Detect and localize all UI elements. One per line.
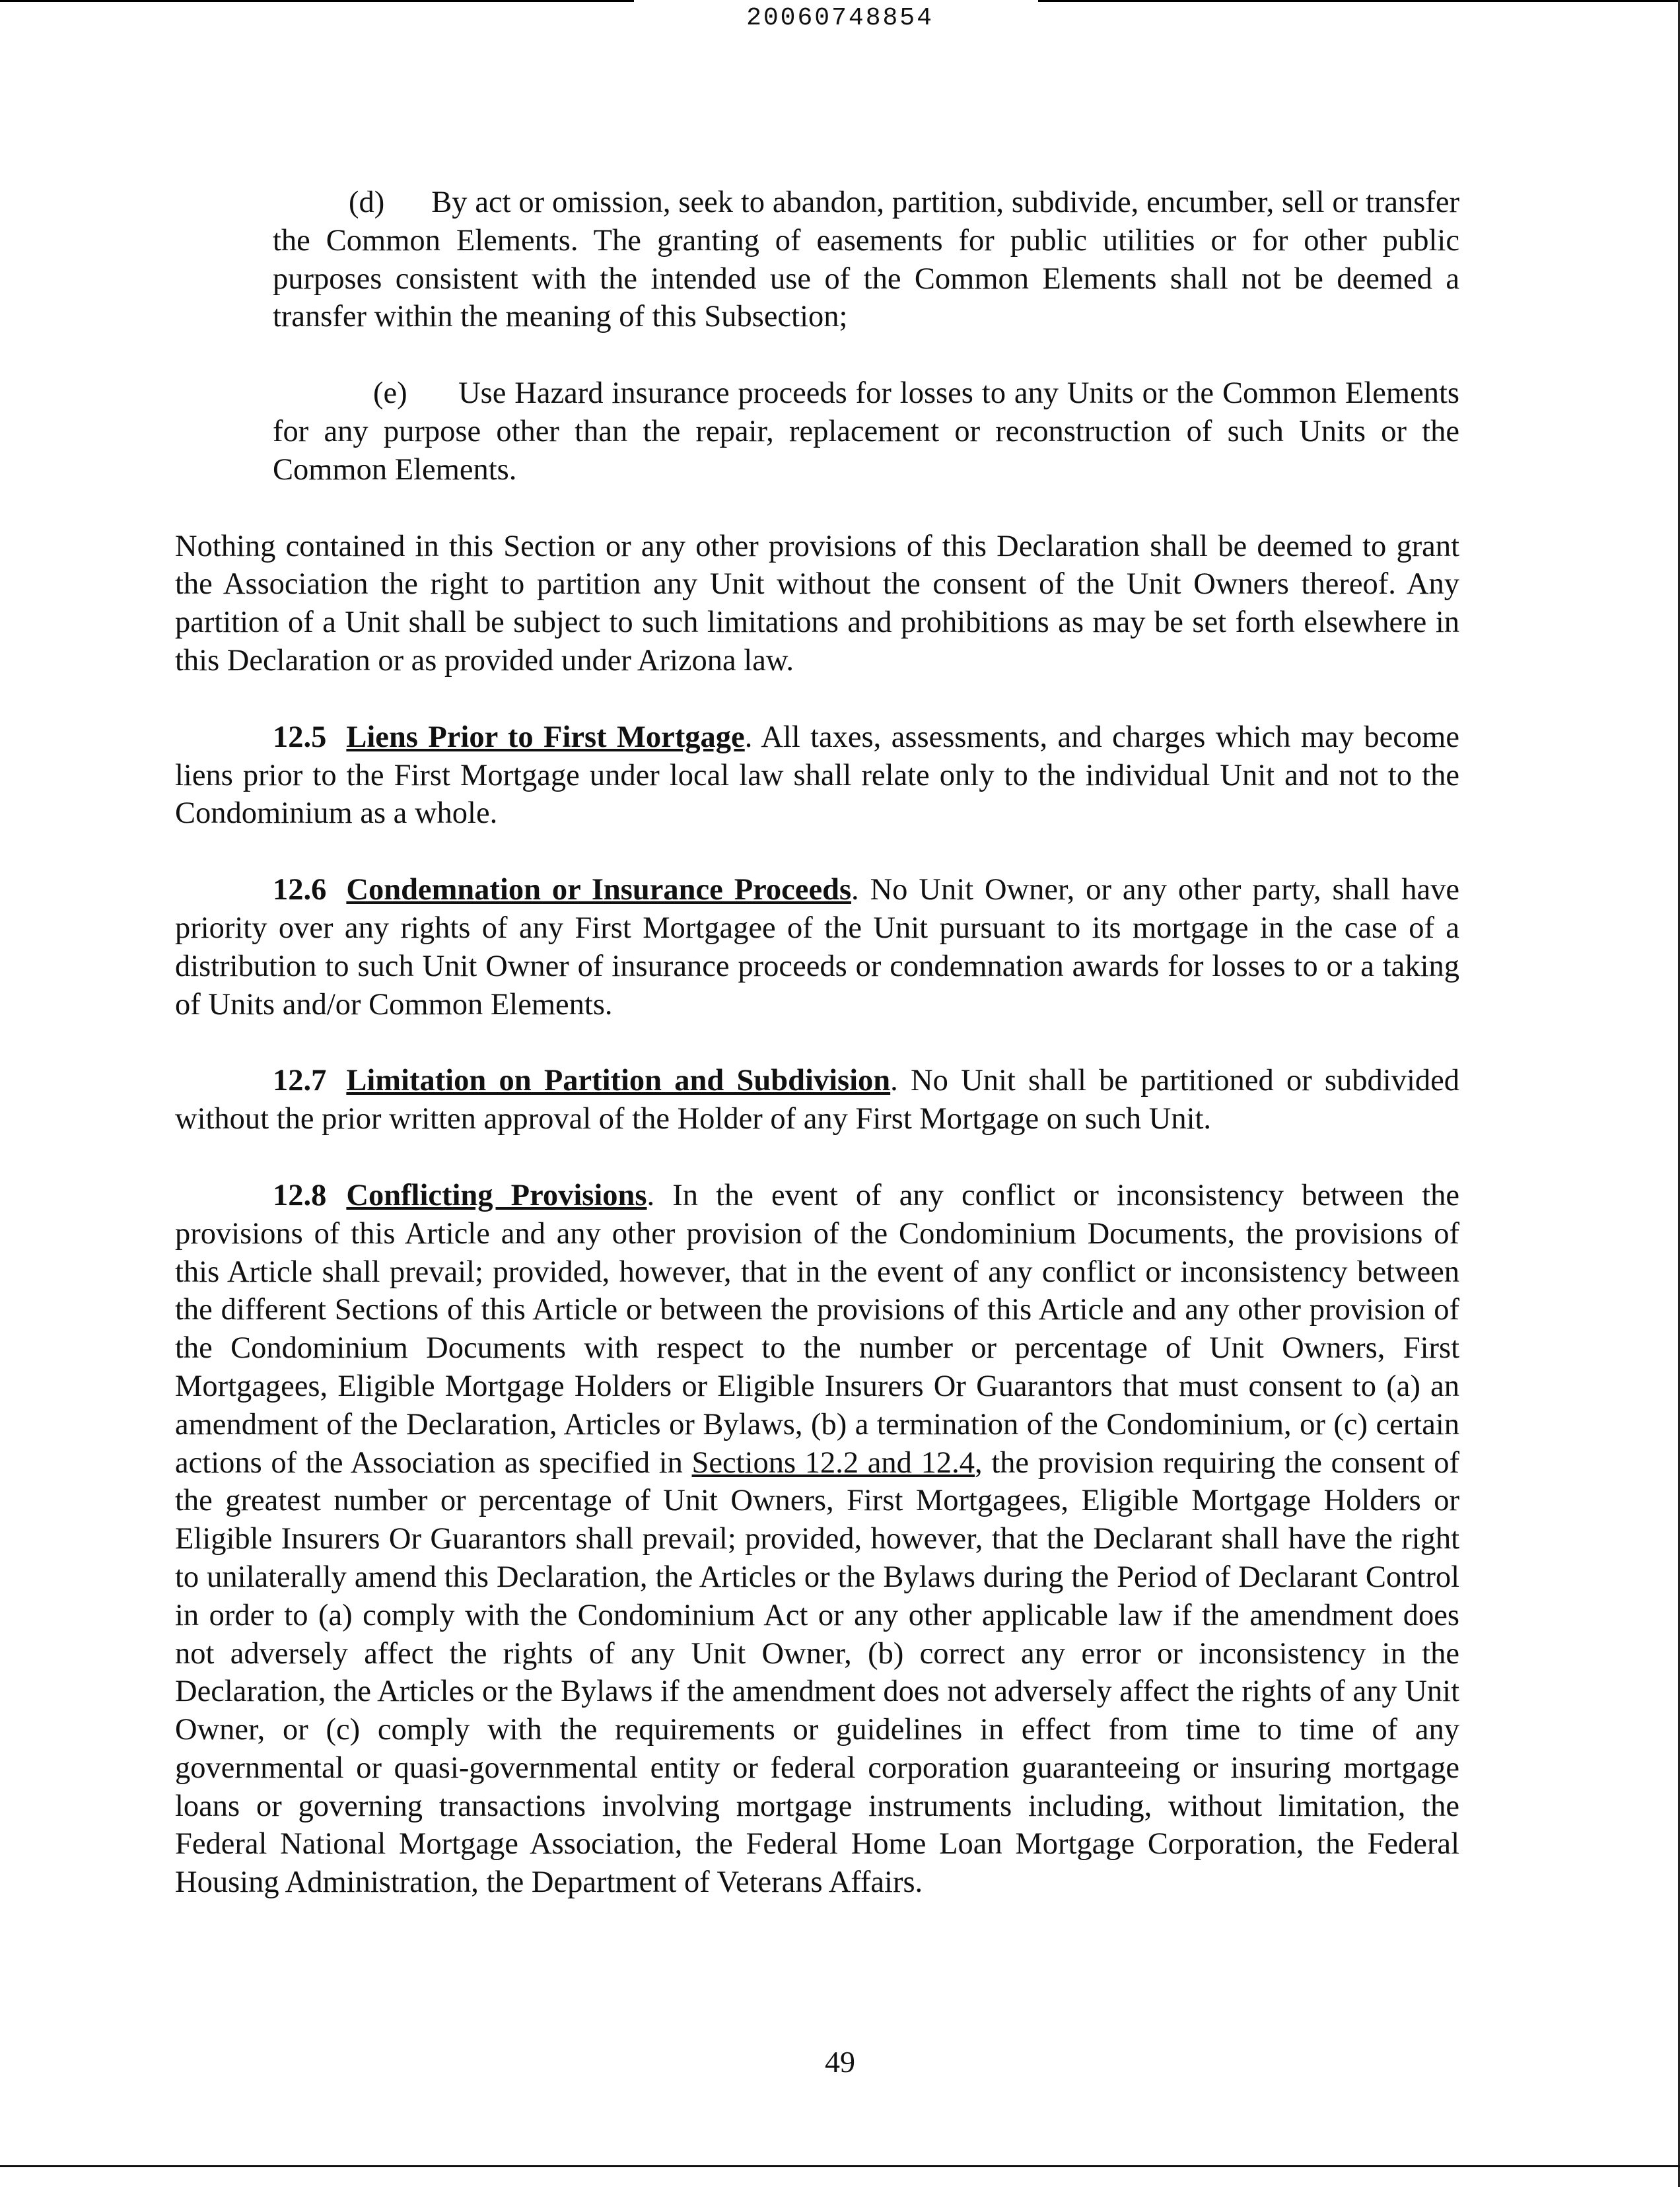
section-text: . No Unit Owner, or any other party, shall have priority over any rights of any First Mortgagee of the Unit pursuant to its mortgage in the case of a distribution to such Unit Owner of insurance proceeds or condemnation awards for losses to or a taking of Units and/or Common Elements. [175,873,1460,1022]
section-number: 12.5 [273,720,327,754]
item-text: Use Hazard insurance proceeds for losses to any Units or the Common Elements for any purpose other than the repair, replacement or reconstruction of such Units or the Common Elements. [273,376,1459,487]
section-12-7 [175,1062,1459,1138]
list-item-d [273,184,1459,336]
section-reference: Sections 12.2 and 12.4 [691,1445,975,1480]
section-number: 12.6 [273,873,327,907]
section-text-continued: , the provision requiring the consent of the greatest number or percentage of Unit Owners, First Mortgagees, Eligible Mortgage Holders or Eligible Insurers Or Guarantors shall prevail; provided, however, that the Declarant shall have the right to unilaterally amend this Declaration, the Articles or the Bylaws during the Period of Declarant Control in order to (a) comply with the Condominium Act or any other applicable law if the amendment does not adversely affect the rights of any Unit Owner, (b) correct any error or inconsistency in the Declaration, the Articles or the Bylaws if the amendment does not adversely affect the rights of any Unit Owner, or (c) comply with the requirements or guidelines in effect from time to time of any governmental or quasi-governmental entity or federal corporation guaranteeing or insuring mortgage loans or governing transactions involving mortgage instruments including, without limitation, the Federal National Mortgage Association, the Federal Home Loan Mortgage Corporation, the Federal Housing Administration, the Department of Veterans Affairs. [175,1445,1460,1900]
closing-paragraph: Nothing contained in this Section or any other provisions of this Declaration shall be deemed to grant the Association the right to partition any Unit without the consent of the Unit Owners thereof. Any partition of a Unit shall be subject to such limitations and prohibitions as may be set forth elsewhere in this Declaration or as provided under Arizona law. [175,529,1459,677]
item-label: (e) [373,376,407,411]
section-text: . No Unit shall be partitioned or subdivided without the prior written approval of the Holder of any First Mortgage on such Unit. [175,1064,1459,1136]
item-label: (d) [349,186,385,219]
section-12-6 [175,871,1459,1024]
document-number: 20060748854 [746,4,934,32]
section-number: 12.8 [273,1178,327,1212]
header-rule-right [1038,0,1680,2]
section-text: . All taxes, assessments, and charges which may become liens prior to the First Mortgage under local law shall relate only to the individual Unit and not to the Condominium as a whole. [175,720,1459,831]
page-number: 49 [825,2045,855,2079]
section-heading: Limitation on Partition and Subdivision [346,1064,891,1098]
section-12-8 [175,1177,1459,1902]
section-heading: Condemnation or Insurance Proceeds [346,873,852,907]
page-content [175,184,1459,1902]
section-text: . In the event of any conflict or inconsistency between the provisions of this Article and any other provision of the Condominium Documents, the provisions of this Article shall prevail; provided, however, that in the event of any conflict or inconsistency between the different Sections of this Article or between the provisions of this Article and any other provision of the Condominium Documents with respect to the number or percentage of Unit Owners, First Mortgagees, Eligible Mortgage Holders or Eligible Insurers Or Guarantors that must consent to (a) an amendment of the Declaration, Articles or Bylaws, (b) a termination of the Condominium, or (c) certain actions of the Association as specified in [175,1178,1460,1480]
item-text: By act or omission, seek to abandon, partition, subdivide, encumber, sell or transfer the Common Elements. The granting of easements for public utilities or for other public purposes consistent with the intended use of the Common Elements shall not be deemed a transfer within the meaning of this Subsection; [273,186,1460,334]
section-heading: Liens Prior to First Mortgage [346,720,745,754]
section-heading: Conflicting Provisions [346,1178,647,1212]
section-12-5 [175,718,1459,833]
section-number: 12.7 [273,1064,327,1098]
list-item-e [273,374,1459,489]
footer-rule [0,2165,1680,2167]
header-rule-left [0,0,634,2]
